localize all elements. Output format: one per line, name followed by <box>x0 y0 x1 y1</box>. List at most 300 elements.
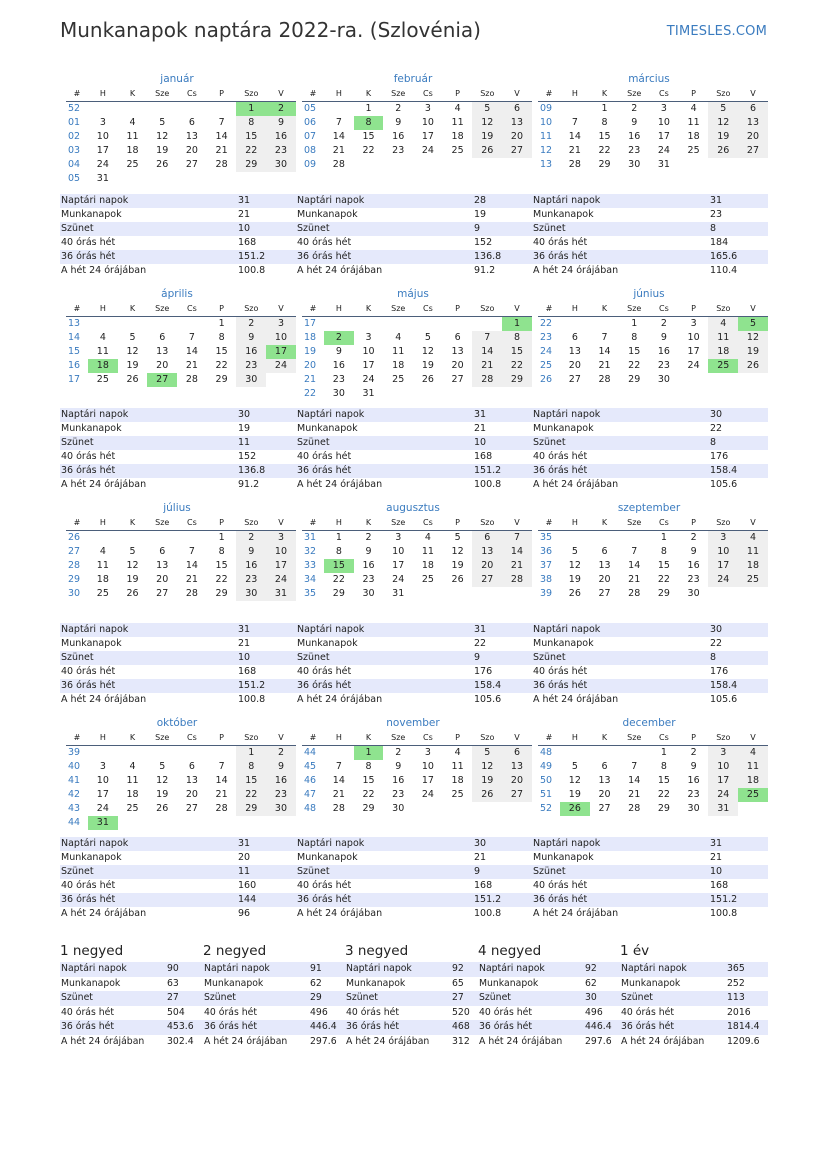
day-cell: 17 <box>96 145 109 156</box>
stat-label: Szünet <box>61 437 94 448</box>
day-cell: 22 <box>215 360 228 371</box>
stat-value: 91 <box>310 963 322 974</box>
stat-row <box>296 208 532 222</box>
stat-label: 40 órás hét <box>533 666 588 677</box>
empty-cell <box>266 816 296 830</box>
day-cell: 7 <box>188 332 195 343</box>
week-number: 46 <box>304 775 317 786</box>
empty-cell <box>679 373 709 387</box>
stat-row <box>203 1020 351 1035</box>
stat-row <box>620 1035 768 1050</box>
empty-cell <box>472 387 502 401</box>
day-header: # <box>538 516 560 531</box>
day-cell: 3 <box>99 117 106 128</box>
day-cell: 30 <box>657 374 670 385</box>
day-cell: 1 <box>631 318 638 329</box>
day-header: P <box>679 87 709 102</box>
day-cell: 21 <box>215 145 228 156</box>
stat-value: 100.8 <box>238 265 266 276</box>
day-cell: 26 <box>126 374 139 385</box>
day-header: Cs <box>177 87 207 102</box>
day-cell: 10 <box>421 117 434 128</box>
month-name: szeptember <box>617 502 681 514</box>
stat-value: 21 <box>710 852 723 863</box>
day-cell: 9 <box>266 760 296 774</box>
day-cell: 4 <box>424 532 431 543</box>
day-cell: 14 <box>502 545 532 559</box>
day-header: K <box>354 731 384 746</box>
day-cell: 12 <box>472 760 502 774</box>
stat-label: 40 órás hét <box>297 237 352 248</box>
empty-cell <box>443 158 473 172</box>
stat-label: Munkanapok <box>533 209 594 220</box>
stat-label: Munkanapok <box>297 852 358 863</box>
day-cell: 6 <box>454 332 461 343</box>
day-cell: 20 <box>738 130 768 144</box>
day-cell: 26 <box>560 802 590 816</box>
stat-value: 92 <box>585 963 597 974</box>
stat-row <box>296 464 532 478</box>
week-number: 47 <box>304 789 317 800</box>
quarter-stats <box>478 962 626 1049</box>
empty-cell <box>413 158 443 172</box>
stat-value: 158.4 <box>710 680 738 691</box>
empty-cell <box>147 531 177 545</box>
week-number: 52 <box>68 103 81 114</box>
day-cell: 26 <box>451 574 464 585</box>
day-cell: 13 <box>156 560 169 571</box>
day-cell: 1 <box>236 746 266 760</box>
day-cell: 30 <box>266 802 296 816</box>
empty-cell <box>708 373 738 387</box>
day-header: Cs <box>413 516 443 531</box>
week-number: 15 <box>68 346 81 357</box>
day-cell: 26 <box>421 374 434 385</box>
empty-cell <box>147 317 177 331</box>
stat-label: Szünet <box>297 652 330 663</box>
day-cell: 28 <box>215 159 228 170</box>
day-cell: 19 <box>421 360 434 371</box>
week-number: 20 <box>304 360 317 371</box>
day-header: V <box>738 302 768 317</box>
week-number: 39 <box>540 588 553 599</box>
stat-label: 40 órás hét <box>533 880 588 891</box>
week-number: 21 <box>304 374 317 385</box>
empty-cell <box>266 172 296 186</box>
week-number: 37 <box>540 560 553 571</box>
month-stats <box>60 623 296 707</box>
day-cell: 21 <box>185 360 198 371</box>
stat-label: 36 órás hét <box>621 1021 675 1032</box>
day-cell: 7 <box>571 117 578 128</box>
day-cell: 10 <box>362 346 375 357</box>
day-cell: 21 <box>332 789 345 800</box>
stat-label: 36 órás hét <box>297 465 352 476</box>
stat-row <box>60 679 296 693</box>
day-header: V <box>738 731 768 746</box>
day-cell: 24 <box>421 789 434 800</box>
stat-value: 63 <box>167 977 179 989</box>
stat-value: 468 <box>452 1021 470 1032</box>
stat-value: 31 <box>474 409 487 420</box>
stat-label: Naptári napok <box>204 963 270 974</box>
stat-label: 40 órás hét <box>533 451 588 462</box>
stat-row <box>296 865 532 879</box>
stat-label: Munkanapok <box>61 977 121 989</box>
stat-label: Munkanapok <box>61 638 122 649</box>
day-cell: 21 <box>628 574 641 585</box>
day-cell: 16 <box>687 775 700 786</box>
week-number: 13 <box>68 318 81 329</box>
day-cell: 28 <box>332 803 345 814</box>
stat-row <box>60 977 208 992</box>
day-cell: 7 <box>188 546 195 557</box>
stat-value: 136.8 <box>238 465 266 476</box>
empty-cell <box>147 102 177 116</box>
day-header: K <box>118 516 148 531</box>
stat-label: 36 órás hét <box>533 465 588 476</box>
stat-label: Naptári napok <box>297 624 365 635</box>
day-header: # <box>66 731 88 746</box>
stat-row <box>296 222 532 236</box>
day-cell: 9 <box>690 546 697 557</box>
week-number: 22 <box>304 388 317 399</box>
stat-row <box>532 623 768 637</box>
empty-cell <box>177 317 207 331</box>
site-link[interactable]: TIMESLES.COM <box>666 24 767 39</box>
week-number: 24 <box>540 346 553 357</box>
empty-cell <box>266 373 296 387</box>
day-cell: 12 <box>738 331 768 345</box>
day-cell: 5 <box>129 546 136 557</box>
empty-cell <box>472 587 502 601</box>
day-header: P <box>207 516 237 531</box>
day-header: H <box>88 516 118 531</box>
stat-row <box>60 665 296 679</box>
stat-value: 11 <box>238 437 251 448</box>
day-cell: 31 <box>88 816 118 830</box>
day-header: Szo <box>708 731 738 746</box>
stat-row <box>296 837 532 851</box>
day-cell: 4 <box>129 761 136 772</box>
day-cell: 19 <box>451 560 464 571</box>
stat-value: 176 <box>474 666 493 677</box>
calendar-grid <box>302 516 524 601</box>
day-cell: 10 <box>687 332 700 343</box>
stat-row <box>620 1006 768 1021</box>
week-number: 34 <box>304 574 317 585</box>
month-name: március <box>628 73 670 85</box>
day-header: H <box>560 516 590 531</box>
stat-value: 297.6 <box>310 1035 337 1047</box>
empty-cell <box>324 746 354 760</box>
week-number: 26 <box>68 532 81 543</box>
day-cell: 2 <box>236 317 266 331</box>
stat-row <box>345 1006 493 1021</box>
stat-value: 105.6 <box>474 694 502 705</box>
day-header: P <box>443 516 473 531</box>
day-cell: 20 <box>185 789 198 800</box>
day-cell: 14 <box>215 775 228 786</box>
stat-label: 40 órás hét <box>533 237 588 248</box>
stat-label: Naptári napok <box>61 838 129 849</box>
stat-label: 36 órás hét <box>297 894 352 905</box>
stat-label: A hét 24 órájában <box>533 694 619 705</box>
stat-row <box>532 408 768 422</box>
month-stats <box>60 837 296 921</box>
stat-value: 22 <box>474 638 487 649</box>
month-name: december <box>622 717 676 729</box>
day-cell: 26 <box>568 588 581 599</box>
stat-label: 40 órás hét <box>204 1006 258 1018</box>
day-cell: 17 <box>362 360 375 371</box>
day-cell: 28 <box>628 588 641 599</box>
day-cell: 17 <box>392 560 405 571</box>
stat-row <box>345 1035 493 1050</box>
month-calendar <box>66 501 288 601</box>
stat-value: 10 <box>474 437 487 448</box>
day-cell: 8 <box>354 116 384 130</box>
day-cell: 2 <box>365 532 372 543</box>
day-cell: 13 <box>451 346 464 357</box>
stat-label: A hét 24 órájában <box>533 908 619 919</box>
stat-value: 496 <box>310 1006 328 1018</box>
day-cell: 25 <box>421 574 434 585</box>
week-number: 48 <box>540 747 553 758</box>
stat-row <box>620 977 768 992</box>
stat-label: Munkanapok <box>533 423 594 434</box>
stat-row <box>60 879 296 893</box>
stat-label: Naptári napok <box>533 838 601 849</box>
day-header: Szo <box>708 302 738 317</box>
week-number: 51 <box>540 789 553 800</box>
calendar-grid <box>302 731 524 816</box>
empty-cell <box>443 802 473 816</box>
day-header: H <box>560 302 590 317</box>
stat-label: Szünet <box>346 992 378 1003</box>
day-cell: 2 <box>631 103 638 114</box>
stat-label: Naptári napok <box>621 963 687 974</box>
stat-value: 31 <box>238 624 251 635</box>
day-cell: 16 <box>628 131 641 142</box>
day-cell: 22 <box>362 789 375 800</box>
day-cell: 31 <box>266 587 296 601</box>
day-cell: 4 <box>738 746 768 760</box>
day-cell: 3 <box>266 531 296 545</box>
day-cell: 24 <box>708 573 738 587</box>
stat-row <box>296 194 532 208</box>
day-cell: 14 <box>472 345 502 359</box>
day-cell: 7 <box>601 332 608 343</box>
day-cell: 9 <box>660 332 667 343</box>
day-cell: 18 <box>687 131 700 142</box>
day-cell: 15 <box>598 131 611 142</box>
stat-value: 252 <box>727 977 745 989</box>
stat-row <box>60 962 208 977</box>
day-cell: 15 <box>502 345 532 359</box>
week-number: 19 <box>304 346 317 357</box>
week-number: 09 <box>540 103 553 114</box>
day-cell: 2 <box>690 532 697 543</box>
day-cell: 23 <box>657 360 670 371</box>
stat-value: 158.4 <box>710 465 738 476</box>
day-cell: 10 <box>96 775 109 786</box>
stat-value: 151.2 <box>474 465 502 476</box>
day-header: Szo <box>472 302 502 317</box>
stat-label: 40 órás hét <box>61 880 116 891</box>
day-cell: 6 <box>601 546 608 557</box>
day-cell: 23 <box>362 574 375 585</box>
stat-value: 365 <box>727 963 745 974</box>
empty-cell <box>118 102 148 116</box>
day-cell: 25 <box>687 145 700 156</box>
stat-label: Munkanapok <box>297 209 358 220</box>
day-cell: 11 <box>96 346 109 357</box>
stat-label: Munkanapok <box>61 852 122 863</box>
day-cell: 1 <box>660 747 667 758</box>
day-cell: 6 <box>502 746 532 760</box>
day-header: H <box>324 516 354 531</box>
month-stats <box>60 408 296 492</box>
day-cell: 27 <box>598 588 611 599</box>
stat-label: Munkanapok <box>61 423 122 434</box>
day-header: Szo <box>708 516 738 531</box>
stat-value: 31 <box>238 838 251 849</box>
stat-label: Munkanapok <box>346 977 406 989</box>
day-header: Sze <box>383 731 413 746</box>
day-cell: 30 <box>362 588 375 599</box>
stat-label: Naptári napok <box>297 409 365 420</box>
calendar-grid <box>66 731 288 830</box>
stat-value: 22 <box>710 638 723 649</box>
day-cell: 29 <box>332 588 345 599</box>
stat-label: 36 órás hét <box>533 251 588 262</box>
stat-row <box>60 194 296 208</box>
day-cell: 15 <box>362 131 375 142</box>
day-cell: 9 <box>395 117 402 128</box>
stat-value: 28 <box>474 195 487 206</box>
stat-value: 176 <box>710 666 729 677</box>
week-number: 26 <box>540 374 553 385</box>
stat-row <box>532 436 768 450</box>
stat-value: 31 <box>710 195 723 206</box>
empty-cell <box>443 317 473 331</box>
week-number: 31 <box>304 532 317 543</box>
day-cell: 25 <box>451 789 464 800</box>
day-cell: 25 <box>738 573 768 587</box>
day-header: Cs <box>177 302 207 317</box>
day-header: P <box>679 516 709 531</box>
day-cell: 21 <box>598 360 611 371</box>
week-number: 45 <box>304 761 317 772</box>
stat-value: 21 <box>238 638 251 649</box>
stat-value: 151.2 <box>238 680 266 691</box>
day-header: Cs <box>649 731 679 746</box>
day-header: V <box>502 302 532 317</box>
day-cell: 30 <box>236 587 266 601</box>
day-cell: 19 <box>156 789 169 800</box>
day-cell: 22 <box>657 574 670 585</box>
empty-cell <box>207 816 237 830</box>
day-cell: 29 <box>502 373 532 387</box>
day-header: Cs <box>177 731 207 746</box>
day-cell: 26 <box>126 588 139 599</box>
stat-row <box>532 194 768 208</box>
day-cell: 30 <box>628 159 641 170</box>
stat-value: 8 <box>710 652 717 663</box>
stat-value: 10 <box>710 866 723 877</box>
stat-value: 168 <box>710 880 729 891</box>
day-cell: 4 <box>395 332 402 343</box>
stat-label: Naptári napok <box>61 195 129 206</box>
quarter-title: 2 negyed <box>203 943 267 959</box>
stat-value: 1814.4 <box>727 1021 760 1032</box>
day-cell: 15 <box>657 560 670 571</box>
week-number: 02 <box>68 131 81 142</box>
stat-value: 23 <box>710 209 723 220</box>
month-calendar <box>302 72 524 172</box>
day-cell: 1 <box>660 532 667 543</box>
stat-row <box>296 851 532 865</box>
day-cell: 8 <box>218 546 225 557</box>
day-cell: 26 <box>472 788 502 802</box>
stat-label: Munkanapok <box>621 977 681 989</box>
stat-label: 36 órás hét <box>533 894 588 905</box>
stat-value: 31 <box>238 195 251 206</box>
day-header: # <box>302 516 324 531</box>
stat-value: 105.6 <box>710 694 738 705</box>
stat-row <box>620 962 768 977</box>
week-number: 16 <box>68 360 81 371</box>
stat-label: Szünet <box>297 223 330 234</box>
empty-cell <box>679 158 709 172</box>
day-header: K <box>590 87 620 102</box>
stat-row <box>60 907 296 921</box>
week-number: 30 <box>68 588 81 599</box>
stat-value: 9 <box>474 866 481 877</box>
month-stats <box>532 194 768 278</box>
day-cell: 30 <box>392 803 405 814</box>
empty-cell <box>738 802 768 816</box>
day-cell: 16 <box>332 360 345 371</box>
day-cell: 9 <box>236 331 266 345</box>
day-cell: 14 <box>568 131 581 142</box>
empty-cell <box>708 158 738 172</box>
day-cell: 15 <box>215 560 228 571</box>
quarter-stats <box>345 962 493 1049</box>
day-cell: 19 <box>738 345 768 359</box>
day-cell: 13 <box>502 116 532 130</box>
day-header: V <box>502 516 532 531</box>
stat-value: 62 <box>310 977 322 989</box>
week-number: 44 <box>304 747 317 758</box>
empty-cell <box>502 587 532 601</box>
week-number: 41 <box>68 775 81 786</box>
stat-label: Szünet <box>533 652 566 663</box>
stat-label: 40 órás hét <box>479 1006 533 1018</box>
stat-label: Szünet <box>533 223 566 234</box>
day-cell: 5 <box>472 746 502 760</box>
day-cell: 10 <box>266 545 296 559</box>
stat-row <box>60 693 296 707</box>
stat-value: 520 <box>452 1006 470 1018</box>
day-cell: 21 <box>568 145 581 156</box>
day-cell: 29 <box>215 374 228 385</box>
calendar-grid <box>302 302 524 401</box>
day-cell: 15 <box>215 346 228 357</box>
day-cell: 24 <box>362 374 375 385</box>
day-cell: 22 <box>502 359 532 373</box>
